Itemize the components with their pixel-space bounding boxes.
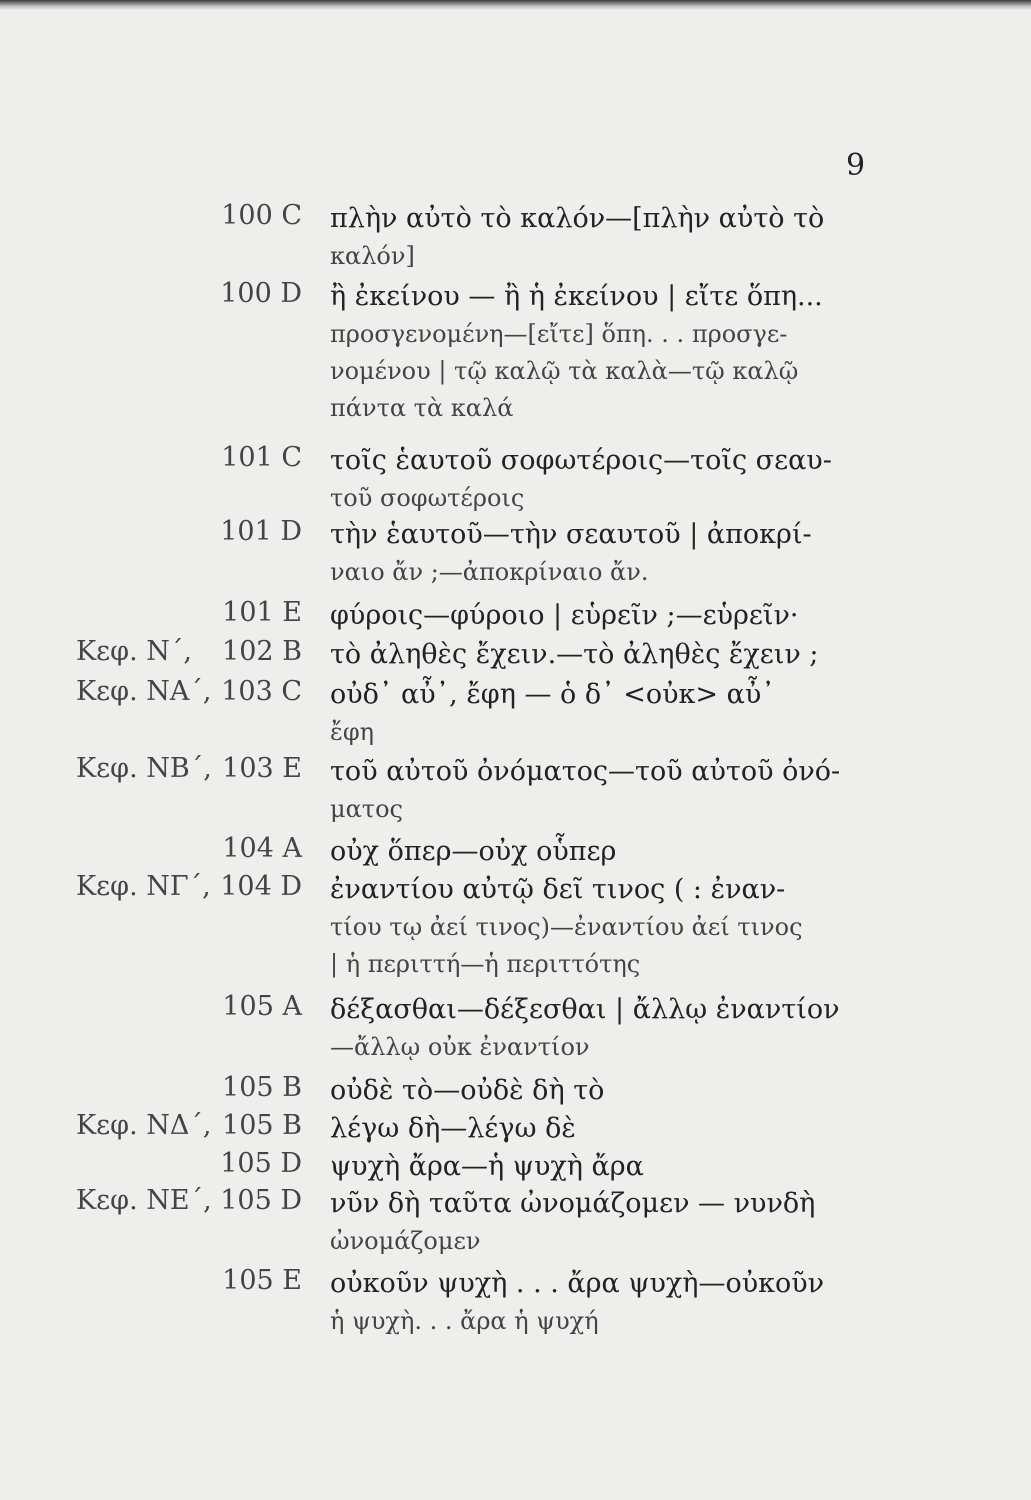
passage-reference: 105 D <box>220 1148 302 1179</box>
apparatus-entry <box>0 1108 1031 1148</box>
apparatus-entry <box>0 1183 1031 1255</box>
passage-reference: 105 E <box>222 1265 302 1296</box>
page-top-edge <box>0 0 1031 10</box>
reading-continuation-line: τοῦ σοφωτέροις <box>330 484 525 512</box>
reading-line: ἢ ἐκείνου — ἢ ἡ ἐκείνου | εἴτε ὅπη... <box>330 281 823 312</box>
apparatus-entry <box>0 1146 1031 1186</box>
passage-reference: 105 A <box>222 991 302 1022</box>
reading-line: τοῖς ἑαυτοῦ σοφωτέροις—τοῖς σεαυ- <box>330 445 832 476</box>
passage-reference: 105 D <box>220 1185 302 1216</box>
reading-continuation-line: | ἡ περιττή—ἡ περιττότης <box>330 950 641 978</box>
reading-line: οὐκοῦν ψυχὴ . . . ἄρα ψυχὴ—οὐκοῦν <box>330 1268 825 1299</box>
reading-line: ἐναντίου αὐτῷ δεῖ τινος ( : ἐναν- <box>330 874 786 905</box>
apparatus-entry <box>0 1070 1031 1110</box>
passage-reference: 101 D <box>220 516 302 547</box>
chapter-label: Κεφ. ΝΓ΄, <box>76 871 211 902</box>
passage-reference: 100 C <box>221 200 302 231</box>
reading-continuation-line: —ἄλλῳ οὐκ ἐναντίον <box>330 1033 590 1061</box>
passage-reference: 101 C <box>221 442 302 473</box>
apparatus-entry <box>0 674 1031 746</box>
apparatus-entry <box>0 1263 1031 1335</box>
apparatus-entry <box>0 751 1031 823</box>
reading-continuation-line: προσγενομένη—[εἴτε] ὅπη. . . προσγε- <box>330 320 788 348</box>
chapter-label: Κεφ. ΝΑ΄, <box>76 676 212 707</box>
chapter-label: Κεφ. ΝΔ΄, <box>76 1110 212 1141</box>
reading-line: οὐχ ὅπερ—οὐχ οὗπερ <box>330 836 617 867</box>
reading-line: τὴν ἑαυτοῦ—τὴν σεαυτοῦ | ἀποκρί- <box>330 519 812 550</box>
reading-continuation-line: πάντα τὰ καλά <box>330 394 514 422</box>
passage-reference: 100 D <box>220 278 302 309</box>
page-number: 9 <box>846 148 866 183</box>
apparatus-entry <box>0 276 1031 422</box>
reading-line: τοῦ αὐτοῦ ὀνόματος—τοῦ αὐτοῦ ὀνό- <box>330 756 841 787</box>
reading-line: ψυχὴ ἄρα—ἡ ψυχὴ ἄρα <box>330 1151 644 1182</box>
passage-reference: 104 D <box>220 871 302 902</box>
reading-continuation-line: ἔφη <box>330 718 375 746</box>
reading-continuation-line: ναιο ἄν ;—ἀποκρίναιο ἄν. <box>330 558 649 586</box>
apparatus-entry <box>0 514 1031 586</box>
reading-line: φύροις—φύροιο | εὑρεῖν ;—εὑρεῖν· <box>330 600 799 631</box>
reading-line: νῦν δὴ ταῦτα ὠνομάζομεν — νυνδὴ <box>330 1188 816 1219</box>
apparatus-entry <box>0 831 1031 871</box>
passage-reference: 105 B <box>222 1110 302 1141</box>
reading-continuation-line: ὠνομάζομεν <box>330 1227 481 1255</box>
apparatus-entry <box>0 440 1031 512</box>
reading-continuation-line: ἡ ψυχὴ. . . ἄρα ἡ ψυχή <box>330 1307 599 1335</box>
apparatus-entry <box>0 989 1031 1061</box>
passage-reference: 105 B <box>222 1072 302 1103</box>
passage-reference: 104 A <box>222 833 302 864</box>
passage-reference: 103 C <box>221 676 302 707</box>
chapter-label: Κεφ. ΝΒ΄, <box>76 753 212 784</box>
reading-line: πλὴν αὐτὸ τὸ καλόν—[πλὴν αὐτὸ τὸ <box>330 203 825 234</box>
passage-reference: 101 E <box>222 597 302 628</box>
reading-line: οὐδ᾽ αὖ᾽, ἔφη — ὁ δ᾽ <οὐκ> αὖ᾽ <box>330 679 775 710</box>
reading-line: δέξασθαι—δέξεσθαι | ἄλλῳ ἐναντίον <box>330 994 840 1025</box>
chapter-label: Κεφ. ΝΕ΄, <box>76 1185 212 1216</box>
reading-line: τὸ ἀληθὲς ἔχειν.—τὸ ἀληθὲς ἔχειν ; <box>330 639 819 670</box>
reading-line: οὐδὲ τὸ—οὐδὲ δὴ τὸ <box>330 1075 605 1106</box>
apparatus-entry <box>0 595 1031 635</box>
apparatus-entry <box>0 869 1031 978</box>
passage-reference: 103 E <box>222 753 302 784</box>
reading-continuation-line: καλόν] <box>330 242 415 270</box>
reading-continuation-line: νομένου | τῷ καλῷ τὰ καλὰ—τῷ καλῷ <box>330 357 799 385</box>
apparatus-entry <box>0 634 1031 674</box>
chapter-label: Κεφ. Ν΄, <box>76 636 192 667</box>
reading-continuation-line: τίου τῳ ἀεί τινος)—ἐναντίου ἀεί τινος <box>330 913 803 941</box>
passage-reference: 102 B <box>222 636 302 667</box>
apparatus-entry <box>0 198 1031 270</box>
reading-continuation-line: ματος <box>330 795 403 823</box>
reading-line: λέγω δὴ—λέγω δὲ <box>330 1113 576 1144</box>
